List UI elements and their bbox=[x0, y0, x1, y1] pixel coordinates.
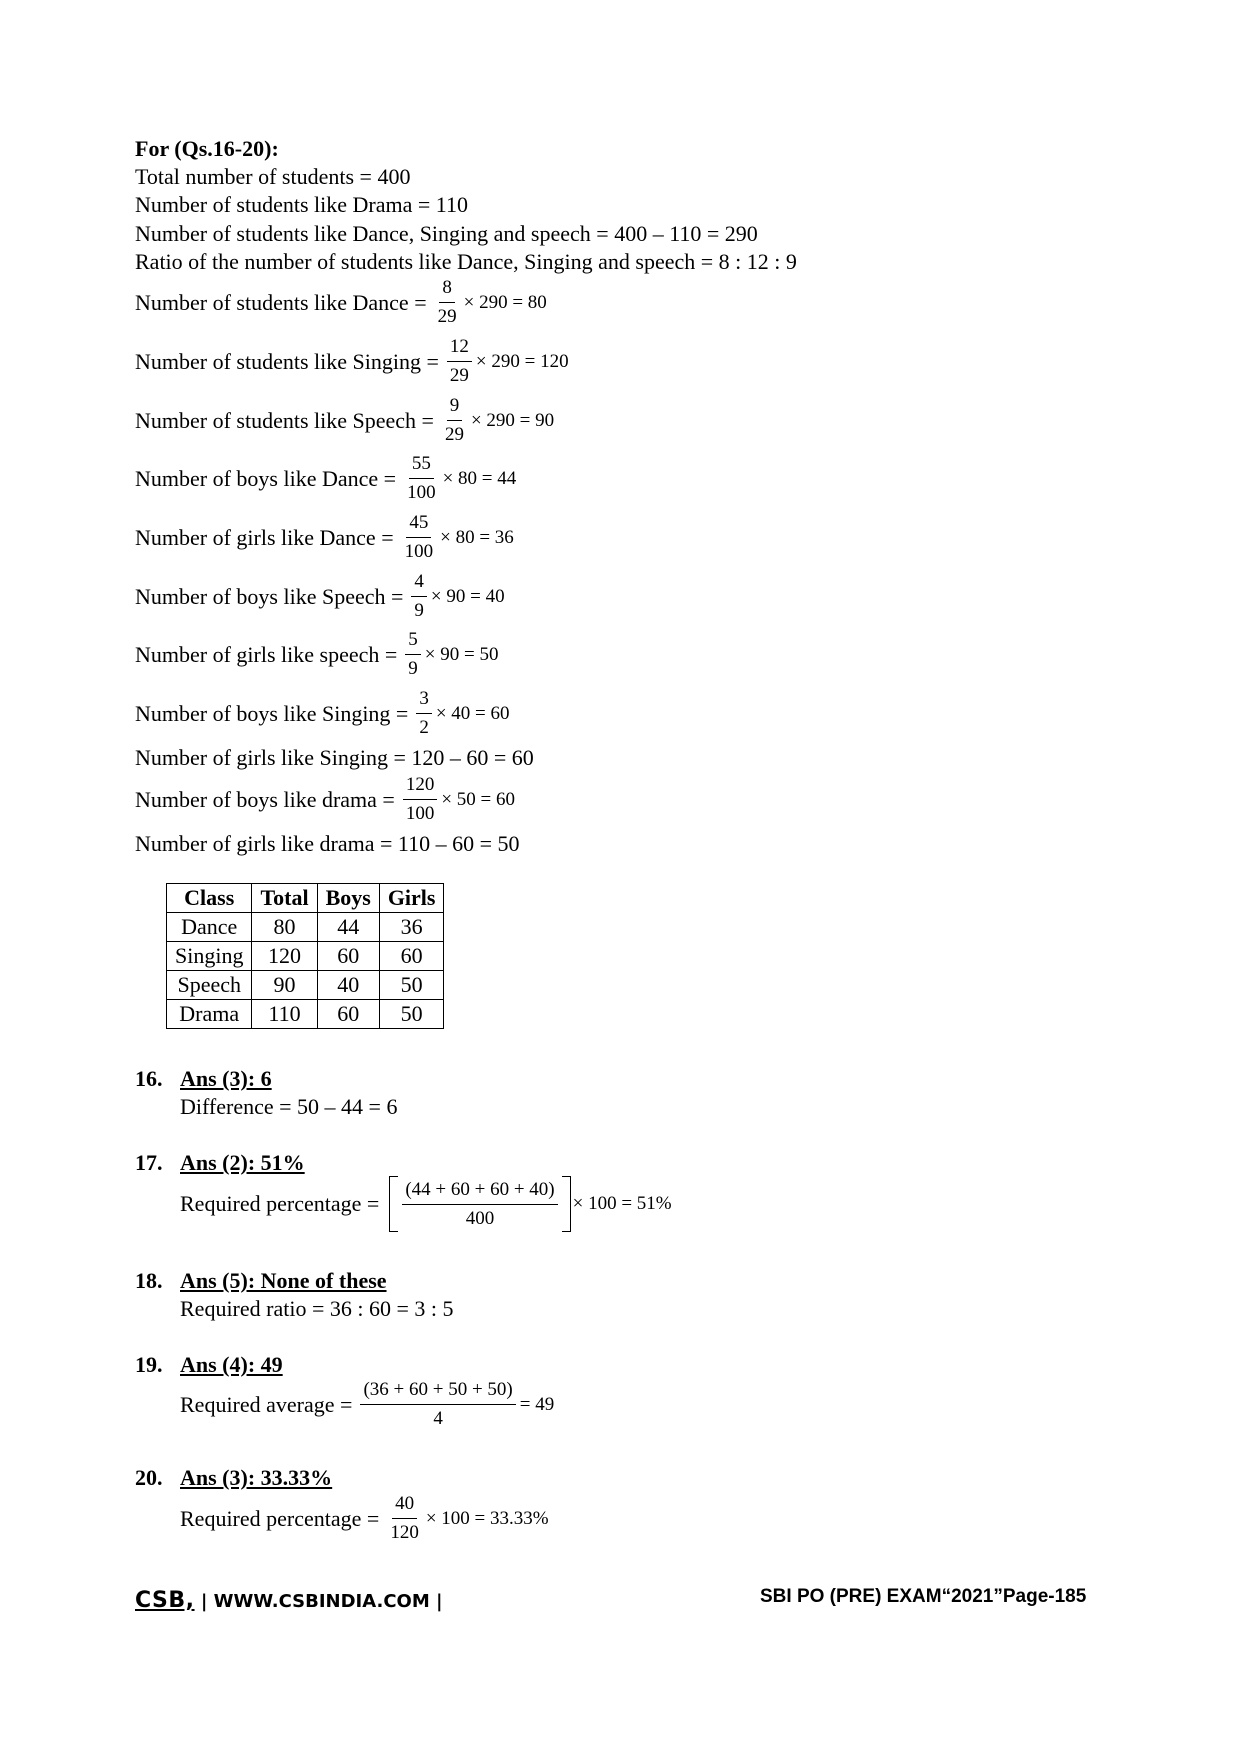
table-row bbox=[167, 942, 444, 971]
fraction-numerator: 40 bbox=[392, 1492, 417, 1519]
equation-label: Number of students like Speech = bbox=[135, 407, 434, 433]
equation-result: × 50 = 60 bbox=[441, 788, 516, 810]
fraction bbox=[411, 570, 427, 623]
equation-result: × 90 = 40 bbox=[430, 585, 505, 607]
fact-line: Number of students like Drama = 110 bbox=[135, 192, 468, 217]
table-cell: 44 bbox=[317, 913, 379, 942]
table-cell: Drama bbox=[167, 1000, 252, 1029]
fraction bbox=[403, 773, 438, 826]
equation-row bbox=[135, 511, 514, 564]
equation-row bbox=[135, 687, 510, 740]
equation-label: Number of girls like Dance = bbox=[135, 524, 394, 550]
left-bracket bbox=[389, 1176, 398, 1232]
table-cell: 90 bbox=[252, 971, 317, 1000]
fraction-numerator: 5 bbox=[405, 628, 421, 655]
fraction-numerator: 55 bbox=[409, 452, 434, 479]
footer-site-link[interactable]: | WWW.CSBINDIA.COM | bbox=[200, 1591, 443, 1612]
question-number: 17. bbox=[135, 1150, 163, 1175]
answer-explanation bbox=[180, 1176, 672, 1232]
fraction-denominator: 29 bbox=[449, 365, 469, 386]
fraction bbox=[387, 1492, 422, 1545]
fraction bbox=[404, 452, 439, 505]
fraction bbox=[447, 335, 472, 388]
equation-label: Number of students like Singing = bbox=[135, 348, 439, 374]
equation-label: Number of boys like drama = bbox=[135, 786, 395, 812]
table-cell: Speech bbox=[167, 971, 252, 1000]
table-cell: 110 bbox=[252, 1000, 317, 1029]
class-table bbox=[166, 883, 444, 1029]
fraction-denominator: 29 bbox=[437, 306, 457, 327]
explanation-label: Required average = bbox=[180, 1391, 353, 1417]
table-cell: 50 bbox=[379, 971, 444, 1000]
fraction bbox=[405, 628, 421, 681]
question-number: 16. bbox=[135, 1066, 163, 1091]
equation-label: Number of boys like Dance = bbox=[135, 465, 397, 491]
table-header-row bbox=[167, 884, 444, 913]
table-header: Class bbox=[167, 884, 252, 913]
answer-explanation bbox=[180, 1492, 549, 1545]
equation-result: = 49 bbox=[519, 1393, 555, 1415]
fraction-denominator: 100 bbox=[404, 541, 434, 562]
fraction bbox=[402, 1178, 557, 1231]
table-cell: Dance bbox=[167, 913, 252, 942]
table-cell: 120 bbox=[252, 942, 317, 971]
table-header: Total bbox=[252, 884, 317, 913]
equation-row bbox=[135, 452, 516, 505]
fraction-denominator: 29 bbox=[444, 424, 464, 445]
fraction-numerator: 4 bbox=[411, 570, 427, 597]
equation-row: Number of girls like drama = 110 – 60 = 50 bbox=[135, 831, 520, 856]
fraction-denominator: 400 bbox=[465, 1207, 495, 1229]
table-cell: 60 bbox=[317, 942, 379, 971]
fact-line: Number of students like Dance, Singing and speech = 400 – 110 = 290 bbox=[135, 221, 758, 246]
equation-label: Number of boys like Speech = bbox=[135, 583, 404, 609]
equation-label: Number of students like Dance = bbox=[135, 289, 427, 315]
equation-row bbox=[135, 335, 569, 388]
answer-heading: Ans (3): 33.33% bbox=[180, 1465, 333, 1490]
equation-result: × 290 = 90 bbox=[470, 409, 555, 431]
equation-result: × 40 = 60 bbox=[435, 702, 510, 724]
table-header: Girls bbox=[379, 884, 444, 913]
answer-explanation: Difference = 50 – 44 = 6 bbox=[180, 1094, 398, 1119]
table-row bbox=[167, 971, 444, 1000]
equation-result: × 80 = 36 bbox=[440, 526, 514, 548]
question-number: 19. bbox=[135, 1352, 163, 1377]
equation-row bbox=[135, 570, 505, 623]
equation-row: Number of girls like Singing = 120 – 60 = 60 bbox=[135, 745, 534, 770]
fraction-denominator: 120 bbox=[390, 1522, 419, 1543]
fraction-denominator: 2 bbox=[419, 717, 429, 738]
equation-label: Number of boys like Singing = bbox=[135, 700, 409, 726]
table-cell: 60 bbox=[317, 1000, 379, 1029]
equation-result: × 100 = 51% bbox=[572, 1193, 672, 1214]
fraction-numerator: (44 + 60 + 60 + 40) bbox=[402, 1178, 557, 1205]
equation-result: × 100 = 33.33% bbox=[425, 1507, 549, 1529]
fraction-numerator: 120 bbox=[403, 773, 438, 800]
table-row bbox=[167, 1000, 444, 1029]
equation-result: × 80 = 44 bbox=[442, 467, 517, 489]
fraction-denominator: 100 bbox=[405, 803, 435, 824]
fraction bbox=[416, 687, 432, 740]
explanation-label: Required percentage = bbox=[180, 1505, 380, 1531]
bracket-group bbox=[389, 1176, 570, 1232]
fraction-numerator: (36 + 60 + 50 + 50) bbox=[360, 1378, 515, 1405]
table-cell: Singing bbox=[167, 942, 252, 971]
equation-result: × 290 = 80 bbox=[463, 291, 547, 313]
fraction-denominator: 9 bbox=[408, 658, 418, 679]
table-cell: 50 bbox=[379, 1000, 444, 1029]
fraction-numerator: 9 bbox=[447, 394, 463, 421]
table-cell: 60 bbox=[379, 942, 444, 971]
fraction-denominator: 9 bbox=[414, 600, 424, 621]
equation-result: × 90 = 50 bbox=[424, 643, 499, 665]
right-bracket bbox=[562, 1176, 571, 1232]
fraction bbox=[442, 394, 467, 447]
equation-label: Number of girls like speech = bbox=[135, 641, 398, 667]
equation-row bbox=[135, 628, 498, 681]
table-cell: 36 bbox=[379, 913, 444, 942]
fraction bbox=[402, 511, 437, 564]
answer-heading: Ans (5): None of these bbox=[180, 1268, 387, 1293]
table-cell: 80 bbox=[252, 913, 317, 942]
fraction bbox=[360, 1378, 515, 1431]
csb-logo: CSB, bbox=[135, 1588, 195, 1613]
answer-heading: Ans (2): 51% bbox=[180, 1150, 305, 1175]
question-number: 20. bbox=[135, 1465, 163, 1490]
question-number: 18. bbox=[135, 1268, 163, 1293]
equation-row bbox=[135, 276, 547, 329]
answer-heading: Ans (4): 49 bbox=[180, 1352, 283, 1377]
section-heading: For (Qs.16-20): bbox=[135, 136, 279, 161]
fraction bbox=[435, 276, 460, 329]
answer-explanation bbox=[180, 1378, 554, 1431]
fact-line: Ratio of the number of students like Dance, Singing and speech = 8 : 12 : 9 bbox=[135, 249, 797, 274]
footer-page-label: SBI PO (PRE) EXAM“2021”Page-185 bbox=[760, 1586, 1087, 1607]
fraction-numerator: 8 bbox=[439, 276, 455, 303]
fraction-numerator: 12 bbox=[447, 335, 472, 362]
fraction-numerator: 45 bbox=[406, 511, 431, 538]
answer-explanation: Required ratio = 36 : 60 = 3 : 5 bbox=[180, 1296, 454, 1321]
fraction-numerator: 3 bbox=[416, 687, 432, 714]
equation-result: × 290 = 120 bbox=[475, 350, 569, 372]
fraction-denominator: 100 bbox=[407, 482, 436, 503]
explanation-label: Required percentage = bbox=[180, 1191, 380, 1216]
table-cell: 40 bbox=[317, 971, 379, 1000]
equation-row bbox=[135, 394, 554, 447]
answer-heading: Ans (3): 6 bbox=[180, 1066, 272, 1091]
equation-row bbox=[135, 773, 515, 826]
table-header: Boys bbox=[317, 884, 379, 913]
table-row bbox=[167, 913, 444, 942]
fraction-denominator: 4 bbox=[433, 1408, 443, 1429]
fact-line: Total number of students = 400 bbox=[135, 164, 411, 189]
footer-left bbox=[135, 1588, 443, 1613]
